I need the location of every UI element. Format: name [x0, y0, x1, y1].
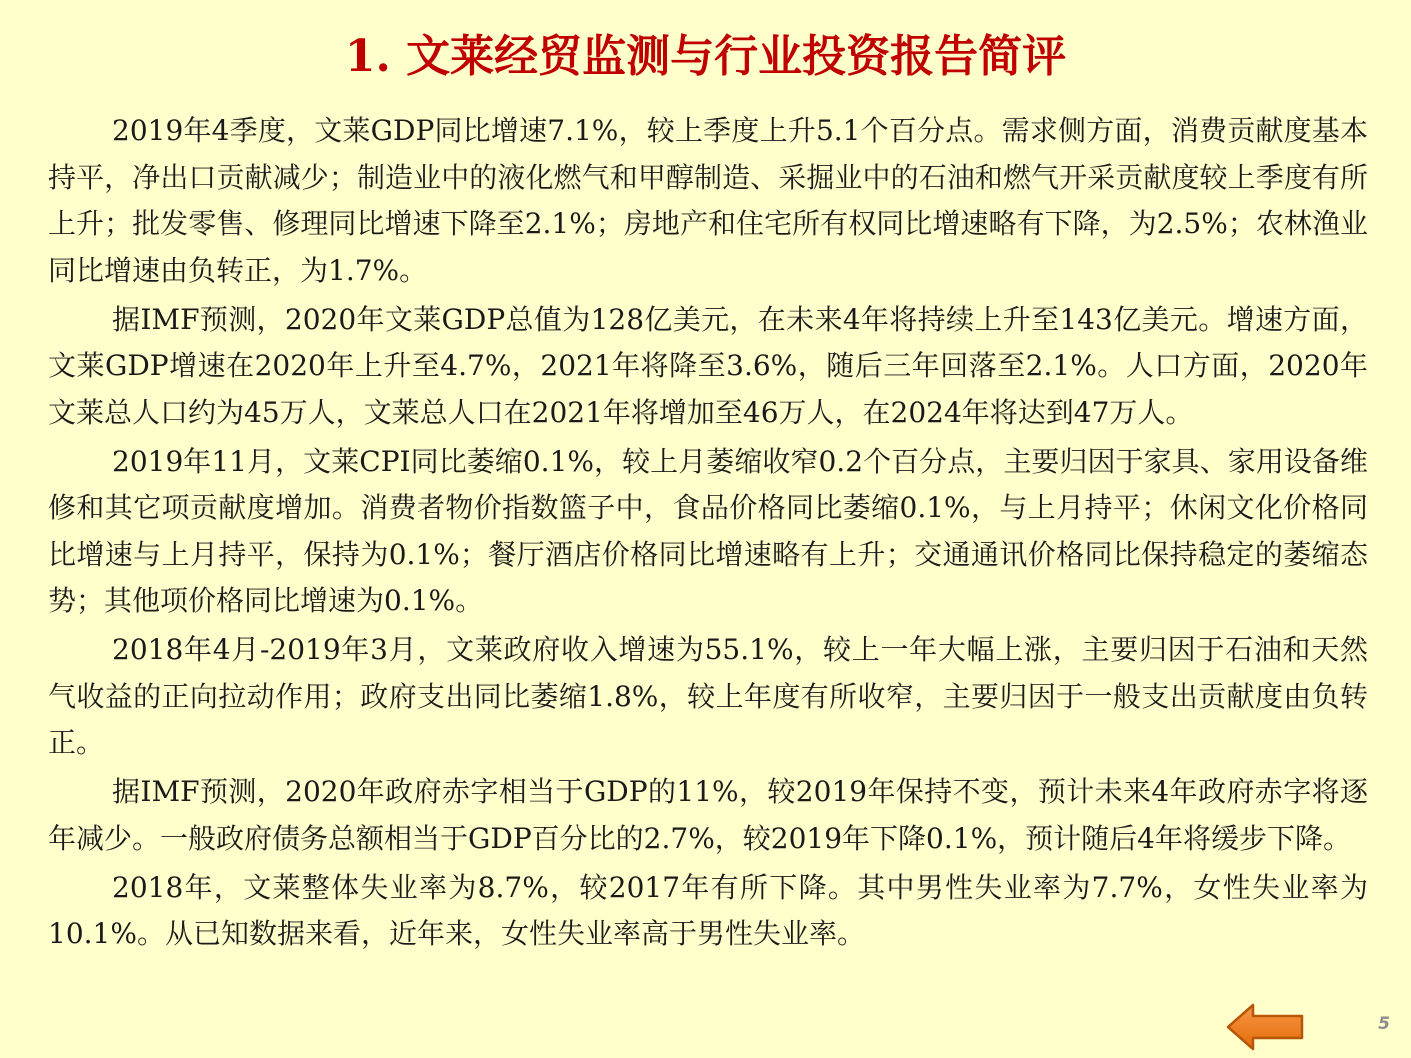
- page-number: 5: [1378, 1014, 1390, 1034]
- slide-body: [48, 108, 1368, 960]
- paragraph-gdp-growth: 2019年4季度，文莱GDP同比增速7.1%，较上季度上升5.1个百分点。需求侧方面，消费贡献度基本持平，净出口贡献减少；制造业中的液化燃气和甲醇制造、采掘业中的石油和燃气开采贡献度较上季度有所上升；批发零售、修理同比增速下降至2.1%；房地产和住宅所有权同比增速略有下降，为2.5%；农林渔业同比增速由负转正，为1.7%。: [48, 114, 1368, 287]
- paragraph-unemployment: 2018年，文莱整体失业率为8.7%，较2017年有所下降。其中男性失业率为7.7%，女性失业率为10.1%。从已知数据来看，近年来，女性失业率高于男性失业率。: [48, 870, 1368, 950]
- paragraph-imf-gdp-forecast: 据IMF预测，2020年文莱GDP总值为128亿美元，在未来4年将持续上升至143亿美元。增速方面，文莱GDP增速在2020年上升至4.7%，2021年将降至3.6%，随后三年回落至2.1%。人口方面，2020年文莱总人口约为45万人，文莱总人口在2021年将增加至46万人，在2024年将达到47万人。: [48, 302, 1368, 429]
- slide-title: 1. 文莱经贸监测与行业投资报告简评: [344, 31, 1067, 82]
- left-arrow-icon: [1226, 1003, 1304, 1051]
- paragraph-imf-deficit-forecast: 据IMF预测，2020年政府赤字相当于GDP的11%，较2019年保持不变，预计未来4年政府赤字将逐年减少。一般政府债务总额相当于GDP百分比的2.7%，较2019年下降0.1%，预计随后4年将缓步下降。: [48, 775, 1368, 855]
- paragraph-cpi: 2019年11月，文莱CPI同比萎缩0.1%，较上月萎缩收窄0.2个百分点，主要归因于家具、家用设备维修和其它项贡献度增加。消费者物价指数篮子中，食品价格同比萎缩0.1%，与上月持平；休闲文化价格同比增速与上月持平，保持为0.1%；餐厅酒店价格同比增速略有上升；交通通讯价格同比保持稳定的萎缩态势；其他项价格同比增速为0.1%。: [48, 444, 1368, 617]
- paragraph-government-revenue: 2018年4月-2019年3月，文莱政府收入增速为55.1%，较上一年大幅上涨，主要归因于石油和天然气收益的正向拉动作用；政府支出同比萎缩1.8%，较上年度有所收窄，主要归因于一般支出贡献度由负转正。: [48, 633, 1368, 759]
- back-button[interactable]: [1226, 1003, 1304, 1051]
